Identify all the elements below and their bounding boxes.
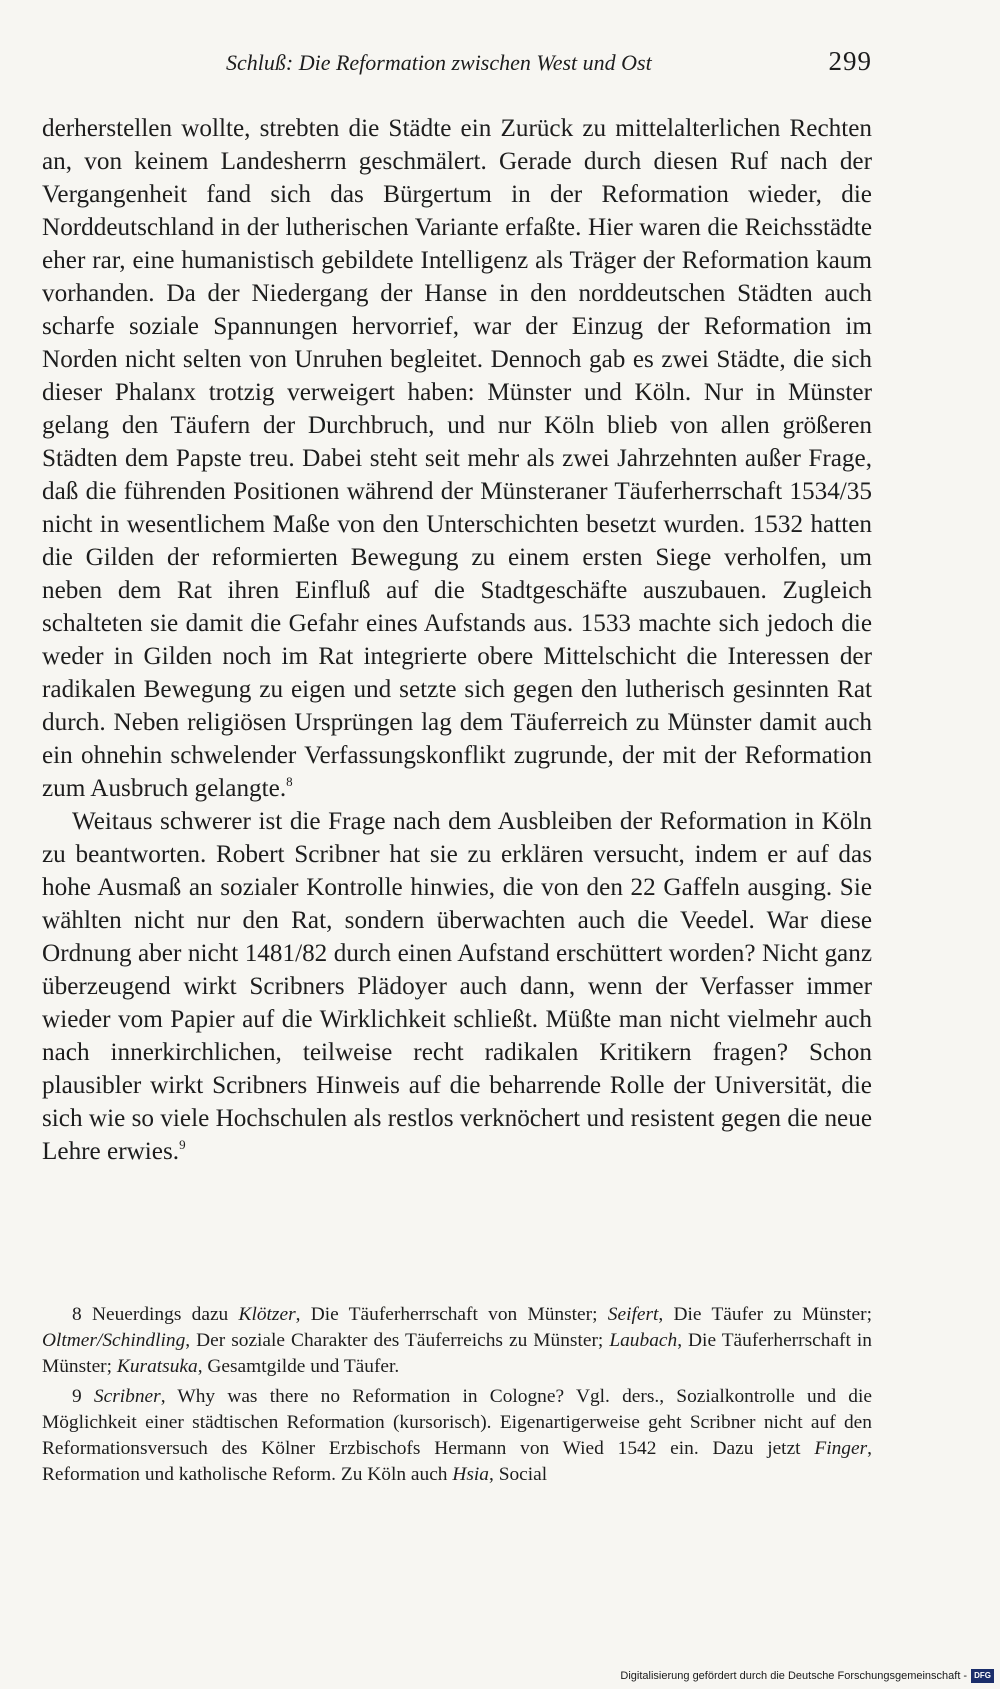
running-head: Schluß: Die Reformation zwischen West und Ost [226,50,652,75]
author-name: Finger [814,1438,868,1460]
footnote-text: , Reformation und katholische Reform. Zu Köln auch [42,1438,872,1486]
author-name: Oltmer/Schindling [42,1330,186,1352]
paragraph [42,112,872,805]
footnote-text: , Die Täufer zu Münster; [658,1304,872,1325]
author-name: Scribner [93,1385,161,1407]
footnote-text: , Der soziale Charakter des Täuferreichs zu Münster; [185,1330,604,1352]
author-name: Seifert [607,1304,659,1325]
footnote [42,1302,872,1381]
page-number: 299 [828,46,872,76]
paragraph-text: derherstellen wollte, strebten die Städte ein Zurück zu mittelalterlichen Rechten an, von keinem Landesherrn geschmälert. Gerade durch diesen Ruf nach der Vergangenheit fand sich das Bürgertum in der Reformation wieder, die Norddeutschland in der lutherischen Variante erfaßte. Hier waren die Reichsstädte eher rar, eine humanistisch gebildete Intelligenz als Träger der Reformation kaum vorhanden. Da der Niedergang der Hanse in den norddeutschen Städten auch scharfe soziale Spannungen hervorrief, war der Einzug der Reformation im Norden nicht selten von Unruhen begleitet. Dennoch gab es zwei Städte, die sich dieser Phalanx trotzig verweigert haben: Münster und Köln. Nur in Münster gelang den Täufern der Durchbruch, und nur Köln blieb von allen größeren Städten dem Papste treu. Dabei steht seit mehr als zwei Jahrzehnten außer Frage, daß die führenden Positionen während der Münsteraner Täuferherrschaft 1534/35 nicht in wesentlichem Maße von den Unterschichten besetzt wurden. 1532 hatten die Gilden der reformierten Bewegung zu einem ersten Siege verholfen, um neben dem Rat ihren Einfluß auf die Stadtgeschäfte auszubauen. Zugleich schalteten sie damit die Gefahr eines Aufstands aus. 1533 machte sich jedoch die weder in Gilden noch im Rat integrierte obere Mittelschicht die Interessen der radikalen Bewegung zu eigen und setzte sich gegen den lutherisch gesinnten Rat durch. Neben religiösen Ursprüngen lag dem Täuferreich zu Münster damit auch ein ohnehin schwelender Verfassungskonflikt zugrunde, der mit der Reformation zum Ausbruch gelangte. [42,115,872,802]
author-name: Hsia [452,1464,489,1486]
digitization-footer [620,1667,994,1685]
author-name: Klötzer [238,1304,296,1325]
footnote-number: 8 [72,1304,82,1325]
footnote-text: , Die Täuferherrschaft in Münster; [42,1330,872,1378]
paragraph-text: Weitaus schwerer ist die Frage nach dem Ausbleiben der Reformation in Köln zu beantworten. Robert Scribner hat sie zu erklären versucht, indem er auf das hohe Ausmaß an sozialer Kontrolle hinwies, die von den 22 Gaffeln ausging. Sie wählten nicht nur den Rat, sondern überwachten auch die Veedel. War diese Ordnung aber nicht 1481/82 durch einen Aufstand erschüttert worden? Nicht ganz überzeugend wirkt Scribners Plädoyer auch dann, wenn der Verfasser immer wieder vom Papier auf die Wirklichkeit schließt. Müßte man nicht vielmehr auch nach innerkirchlichen, teilweise recht radikalen Kritikern fragen? Schon plausibler wirkt Scribners Hinweis auf die beharrende Rolle der Universität, die sich wie so viele Hochschulen als restlos verknöchert und resistent gegen die neue Lehre erwies. [42,808,872,1165]
footnote-text: , Gesamtgilde und Täufer. [197,1356,400,1378]
author-name: Kuratsuka [116,1356,198,1378]
main-text [42,112,872,1168]
paragraph [42,805,872,1168]
footnote [42,1384,872,1489]
footnote-text: , Die Täuferherrschaft von Münster; [295,1304,598,1325]
page-header [200,46,872,86]
funding-credit: Digitalisierung gefördert durch die Deutsche Forschungsgemeinschaft - [620,1670,968,1682]
author-name: Laubach [609,1330,678,1352]
footnote-number: 9 [72,1385,82,1407]
footnotes [42,1302,872,1488]
footnote-text: , Social [489,1464,548,1486]
dfg-logo: DFG [971,1669,994,1683]
footnote-ref: 9 [179,1137,186,1152]
footnote-ref: 8 [286,774,293,789]
footnote-text: Neuerdings dazu [91,1304,229,1325]
footnote-text: , Why was there no Reformation in Cologne? Vgl. ders., Sozialkontrolle und die Möglichkeit einer städtischen Reformation (kursorisch). Eigenartigerweise geht Scribner nicht auf den Reformationsversuch des Kölner Erzbischofs Hermann von Wied 1542 ein. Dazu jetzt [42,1385,872,1460]
